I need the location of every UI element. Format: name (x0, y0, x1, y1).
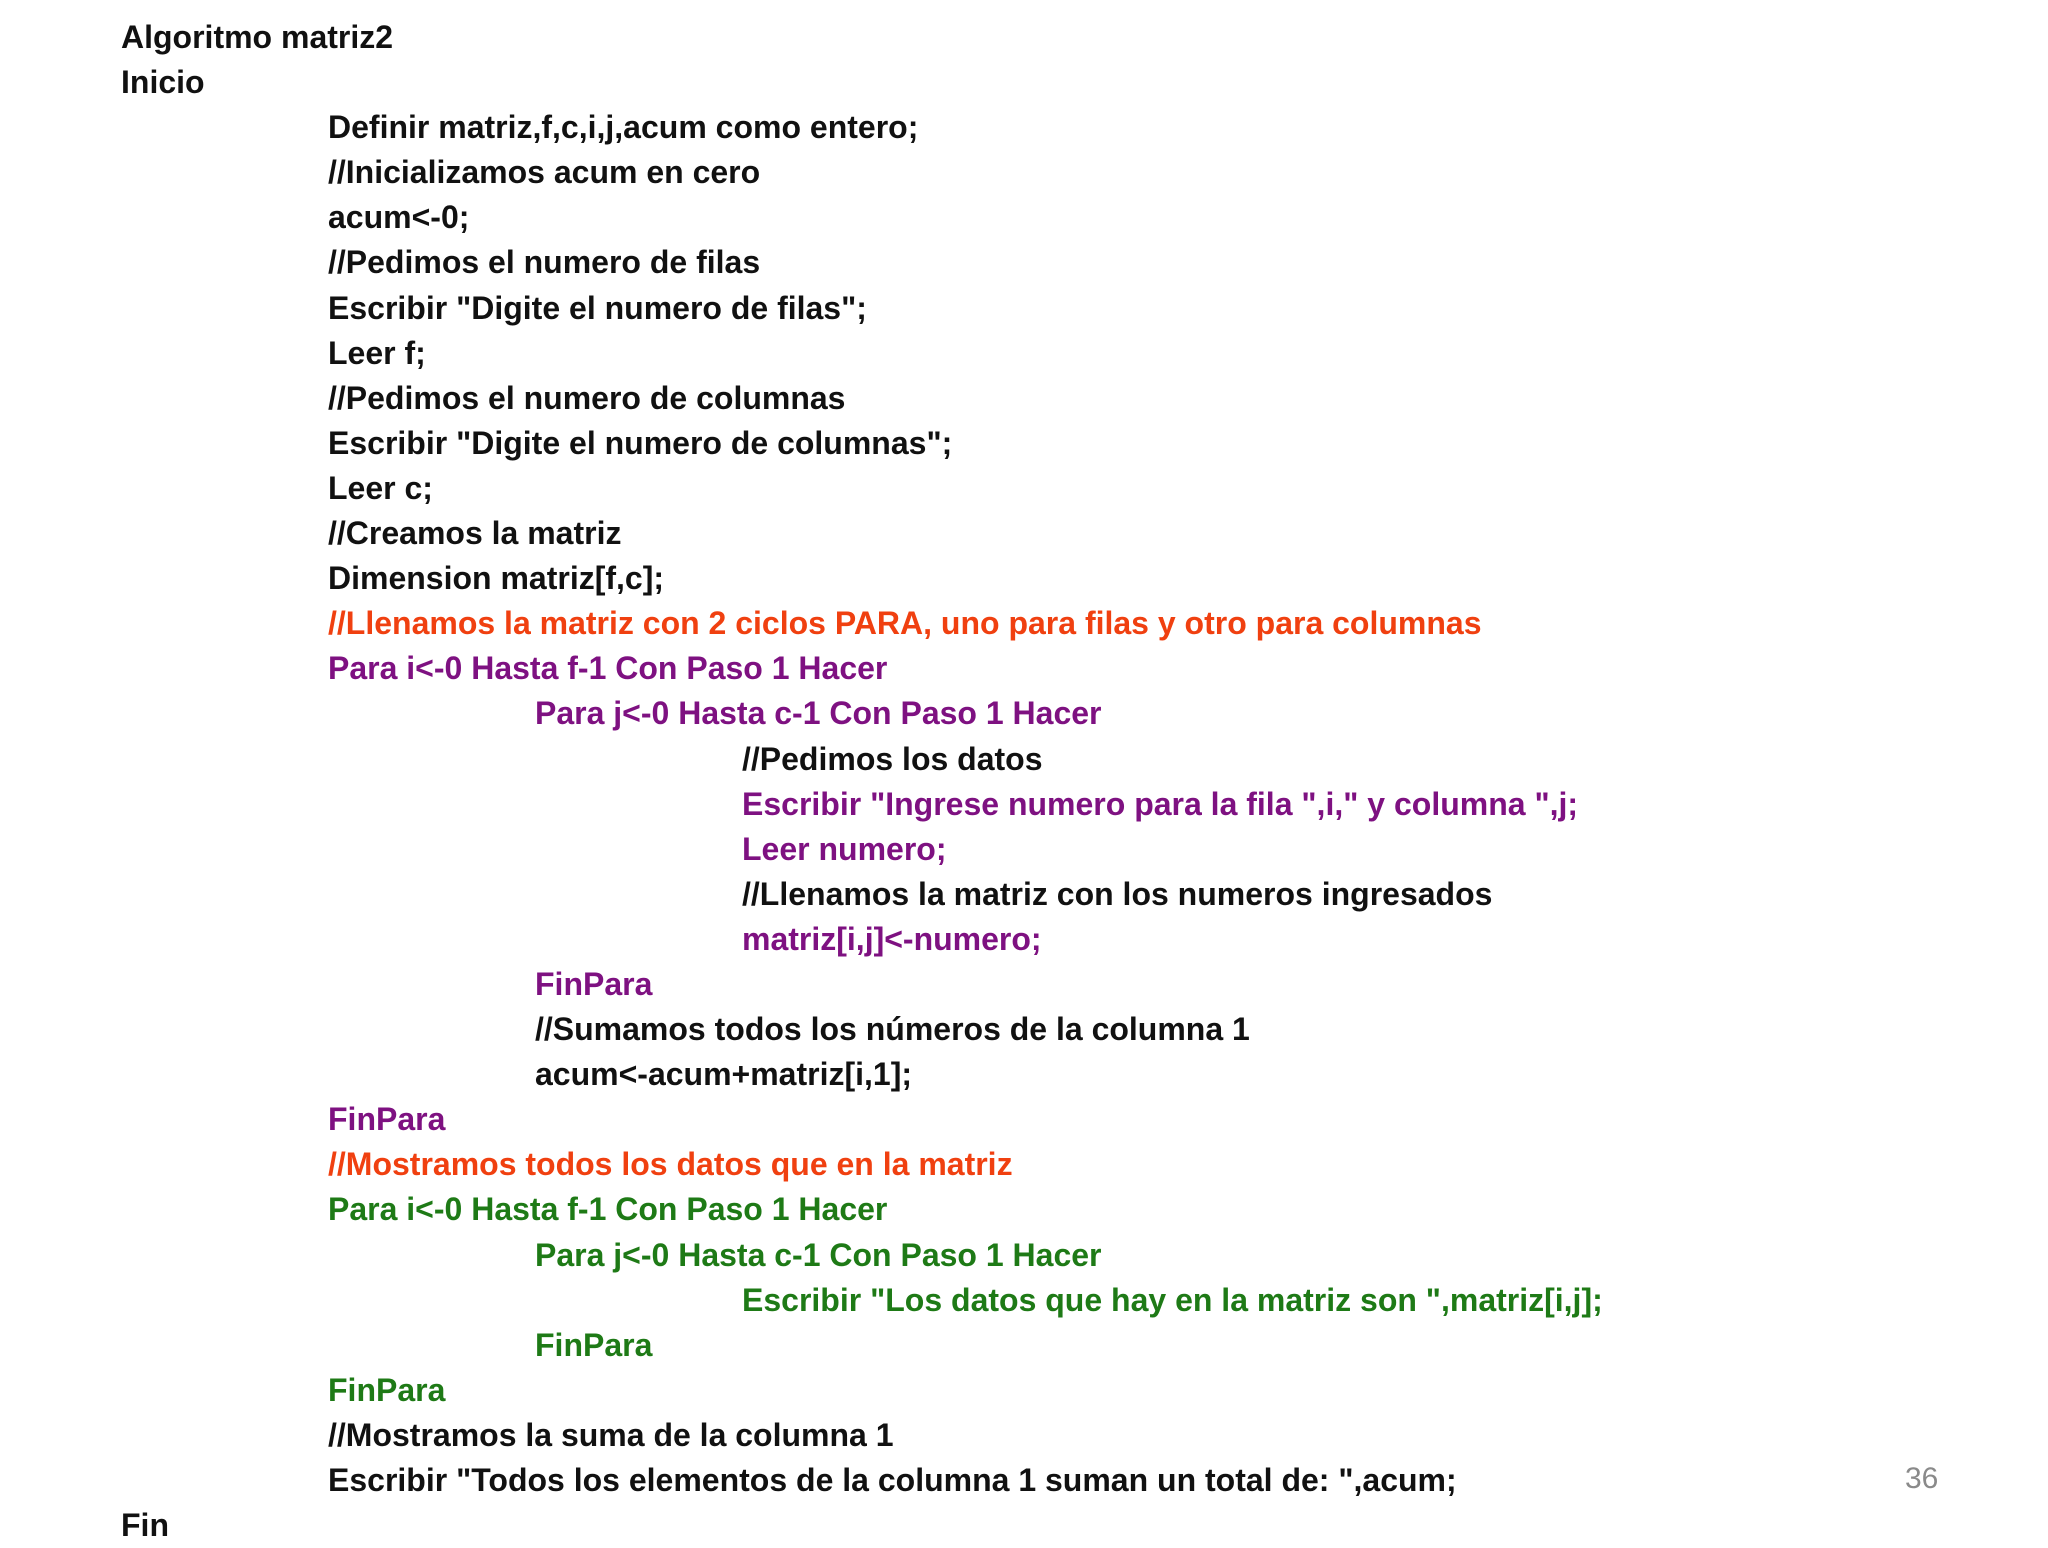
code-line-11: Leer c; (328, 469, 433, 506)
code-line-17: //Pedimos los datos (742, 740, 1043, 777)
code-line-33: Escribir "Todos los elementos de la columna 1 suman un total de: ",acum; (328, 1462, 1457, 1498)
code-line-23: //Sumamos todos los números de la columna 1 (535, 1011, 1250, 1048)
code-line-25: FinPara (328, 1101, 446, 1138)
code-line-29: Escribir "Los datos que hay en la matriz son ",matriz[i,j]; (742, 1281, 1603, 1318)
code-line-9: //Pedimos el numero de columnas (328, 379, 846, 416)
code-line-4: //Inicializamos acum en cero (328, 154, 761, 191)
code-line-12: //Creamos la matriz (328, 515, 622, 552)
code-line-24: acum<-acum+matriz[i,1]; (535, 1056, 913, 1093)
code-line-13: Dimension matriz[f,c]; (328, 560, 665, 597)
code-line-1: Algoritmo matriz2 (121, 19, 394, 55)
code-line-34: Fin (121, 1507, 169, 1544)
code-line-8: Leer f; (328, 334, 426, 371)
code-line-20: //Llenamos la matriz con los numeros ingresados (742, 875, 1493, 912)
code-line-18: Escribir "Ingrese numero para la fila ",i," y columna ",j; (742, 785, 1579, 822)
code-line-32: //Mostramos la suma de la columna 1 (328, 1416, 894, 1453)
code-line-19: Leer numero; (742, 830, 947, 867)
page-number: 36 (1905, 1462, 1939, 1495)
code-line-10: Escribir "Digite el numero de columnas"; (328, 424, 953, 461)
code-line-26: //Mostramos todos los datos que en la matriz (328, 1146, 1013, 1183)
code-line-16: Para j<-0 Hasta c-1 Con Paso 1 Hacer (535, 695, 1102, 732)
pseudocode-listing (121, 15, 1921, 1548)
code-line-31: FinPara (328, 1371, 446, 1408)
code-line-30: FinPara (535, 1326, 653, 1363)
code-line-15: Para i<-0 Hasta f-1 Con Paso 1 Hacer (328, 650, 888, 687)
code-line-14: //Llenamos la matriz con 2 ciclos PARA, uno para filas y otro para columnas (328, 605, 1482, 642)
code-line-6: //Pedimos el numero de filas (328, 244, 761, 281)
code-line-21: matriz[i,j]<-numero; (742, 920, 1042, 957)
code-line-5: acum<-0; (328, 199, 470, 236)
code-line-7: Escribir "Digite el numero de filas"; (328, 289, 867, 326)
code-line-3: Definir matriz,f,c,i,j,acum como entero; (328, 109, 919, 146)
code-line-28: Para j<-0 Hasta c-1 Con Paso 1 Hacer (535, 1236, 1102, 1273)
code-line-2: Inicio (121, 64, 205, 101)
code-line-22: FinPara (535, 965, 653, 1002)
code-line-27: Para i<-0 Hasta f-1 Con Paso 1 Hacer (328, 1191, 888, 1228)
